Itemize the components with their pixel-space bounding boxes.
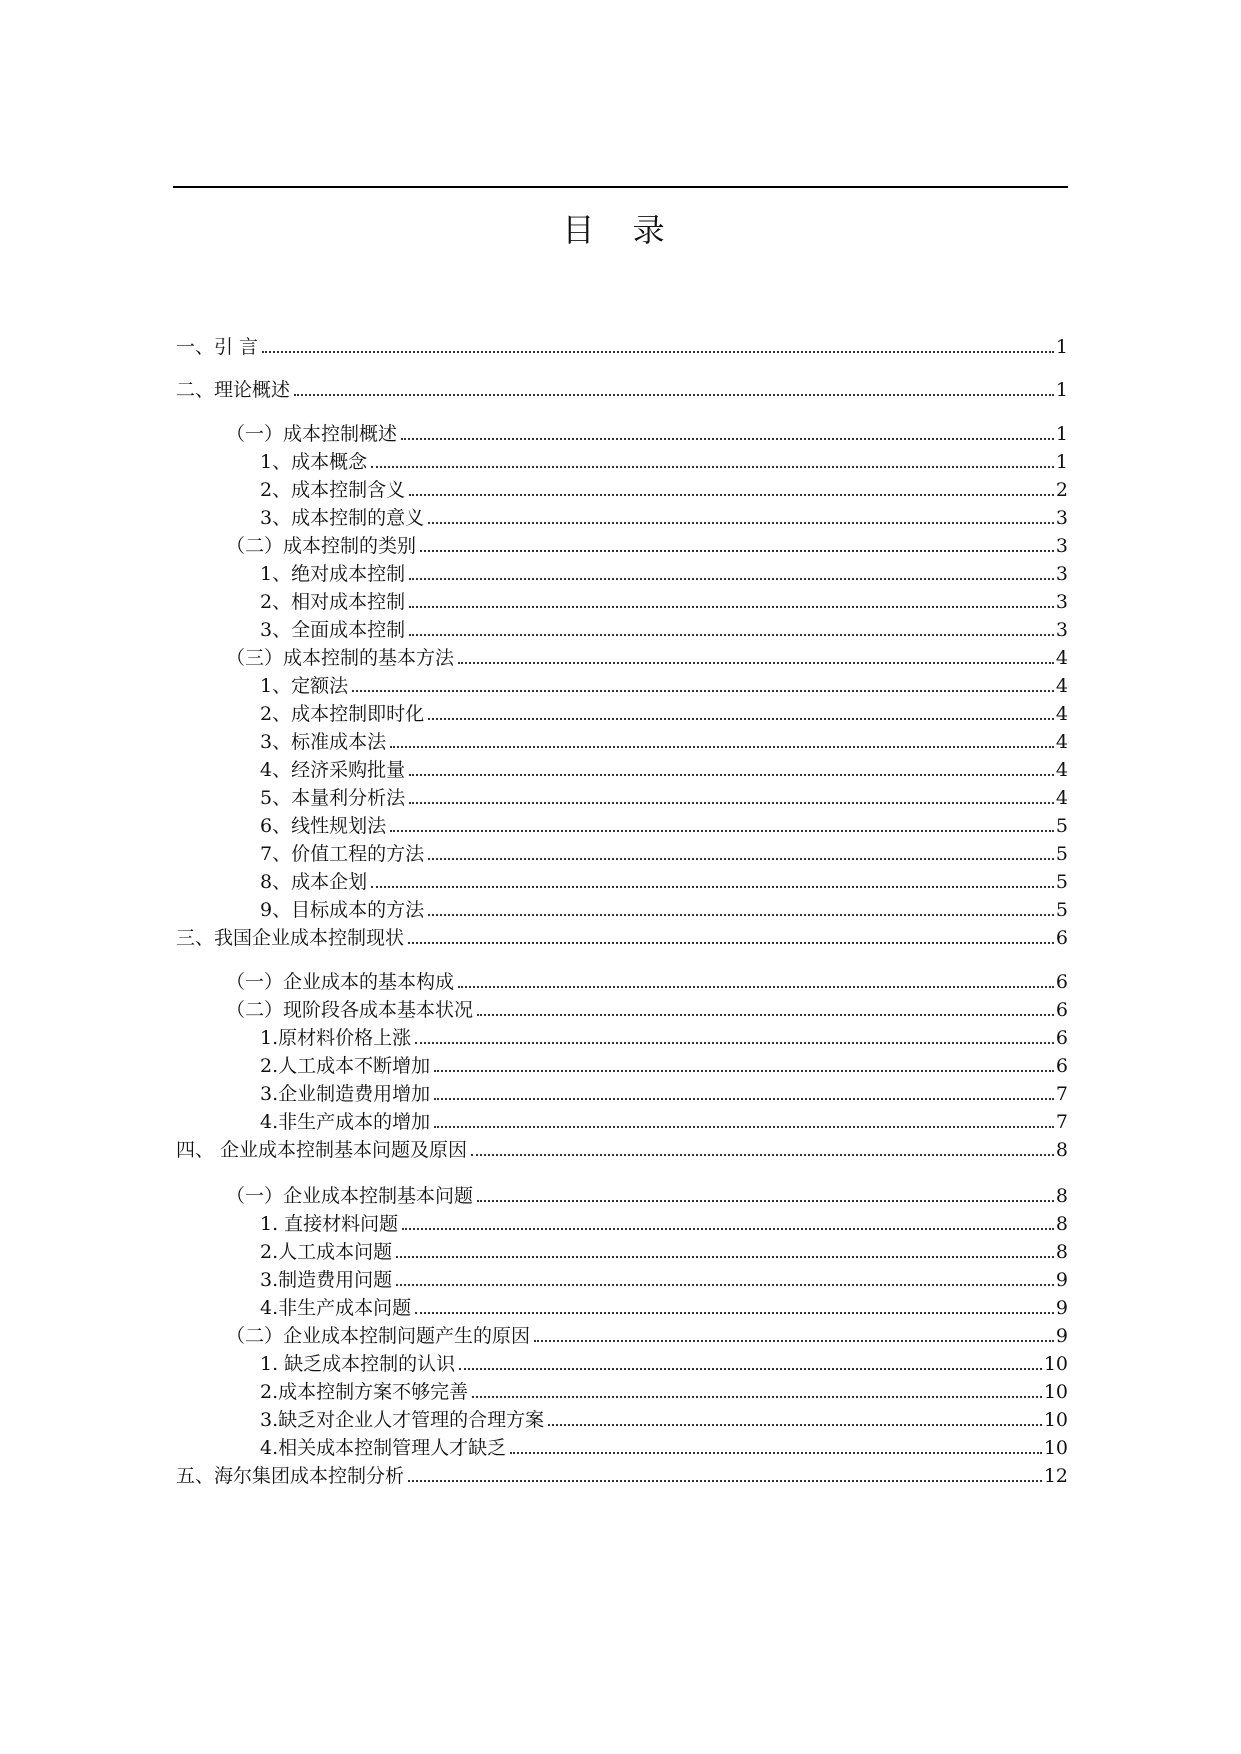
toc-leader-dots — [409, 774, 1054, 776]
toc-entry-label: 7、价值工程的方法 — [260, 843, 425, 865]
toc-leader-dots — [420, 550, 1054, 552]
toc-page-number: 6 — [1055, 999, 1068, 1021]
toc-entry-label: 5、本量利分析法 — [260, 787, 406, 809]
toc-leader-dots — [396, 1284, 1054, 1286]
toc-entry[interactable] — [260, 1081, 1068, 1107]
toc-entry[interactable] — [260, 701, 1068, 727]
toc-page-number: 8 — [1055, 1213, 1068, 1235]
toc-page-number: 7 — [1055, 1111, 1068, 1133]
toc-entry-label: 1.原材料价格上涨 — [260, 1027, 412, 1049]
toc-entry-label: 五、海尔集团成本控制分析 — [176, 1465, 405, 1487]
toc-entry[interactable] — [226, 969, 1068, 995]
toc-leader-dots — [294, 394, 1054, 396]
toc-leader-dots — [409, 634, 1054, 636]
toc-page-number: 1 — [1055, 423, 1068, 445]
toc-page-number: 4 — [1055, 703, 1068, 725]
toc-page-number: 5 — [1055, 815, 1068, 837]
toc-leader-dots — [428, 858, 1054, 860]
toc-entry-label: 1、绝对成本控制 — [260, 563, 406, 585]
toc-leader-dots — [458, 662, 1054, 664]
toc-leader-dots — [371, 886, 1054, 888]
toc-entry[interactable] — [260, 1435, 1068, 1461]
toc-page-number: 5 — [1055, 871, 1068, 893]
page-title: 目 录 — [562, 211, 679, 249]
toc-entry-label: 4.非生产成本的增加 — [260, 1111, 431, 1133]
toc-leader-dots — [477, 1200, 1054, 1202]
toc-leader-dots — [459, 1368, 1042, 1370]
toc-page-number: 3 — [1055, 563, 1068, 585]
toc-entry[interactable] — [176, 925, 1068, 951]
toc-page-number: 6 — [1055, 927, 1068, 949]
toc-page-number: 10 — [1043, 1353, 1068, 1375]
toc-entry[interactable] — [260, 869, 1068, 895]
toc-entry-label: 8、成本企划 — [260, 871, 368, 893]
toc-entry[interactable] — [260, 1379, 1068, 1405]
toc-page-number: 2 — [1055, 479, 1068, 501]
toc-entry[interactable] — [260, 449, 1068, 475]
toc-entry-label: 1. 缺乏成本控制的认识 — [260, 1353, 456, 1375]
toc-entry[interactable] — [176, 334, 1068, 360]
toc-page-number: 1 — [1055, 451, 1068, 473]
toc-page-number: 3 — [1055, 507, 1068, 529]
toc-entry[interactable] — [226, 421, 1068, 447]
toc-entry[interactable] — [260, 505, 1068, 531]
toc-entry-label: 2.人工成本不断增加 — [260, 1055, 431, 1077]
toc-page-number: 10 — [1043, 1381, 1068, 1403]
toc-leader-dots — [409, 578, 1054, 580]
toc-leader-dots — [415, 1042, 1054, 1044]
toc-entry-label: 2、成本控制含义 — [260, 479, 406, 501]
toc-leader-dots — [458, 986, 1054, 988]
toc-leader-dots — [390, 830, 1054, 832]
toc-page-number: 6 — [1055, 971, 1068, 993]
toc-page-number: 6 — [1055, 1055, 1068, 1077]
toc-entry[interactable] — [260, 1295, 1068, 1321]
toc-entry[interactable] — [260, 561, 1068, 587]
toc-entry-label: 4.非生产成本问题 — [260, 1297, 412, 1319]
toc-leader-dots — [262, 351, 1054, 353]
toc-entry[interactable] — [176, 377, 1068, 403]
toc-leader-dots — [472, 1396, 1042, 1398]
toc-page-number: 3 — [1055, 535, 1068, 557]
toc-entry[interactable] — [260, 1109, 1068, 1135]
toc-page-number: 3 — [1055, 591, 1068, 613]
toc-page-number: 7 — [1055, 1083, 1068, 1105]
toc-leader-dots — [371, 466, 1054, 468]
toc-entry-label: 6、线性规划法 — [260, 815, 387, 837]
toc-page-number: 6 — [1055, 1027, 1068, 1049]
toc-entry-label: 四、 企业成本控制基本问题及原因 — [176, 1139, 468, 1161]
toc-entry[interactable] — [176, 1137, 1068, 1163]
toc-leader-dots — [409, 606, 1054, 608]
toc-leader-dots — [428, 914, 1054, 916]
toc-entry-label: （一）企业成本控制基本问题 — [226, 1185, 474, 1207]
toc-entry[interactable] — [260, 1267, 1068, 1293]
toc-page-number: 8 — [1055, 1185, 1068, 1207]
toc-entry[interactable] — [260, 1239, 1068, 1265]
toc-leader-dots — [408, 942, 1054, 944]
toc-entry[interactable] — [260, 841, 1068, 867]
toc-entry-label: 一、引 言 — [176, 336, 259, 358]
toc-leader-dots — [401, 438, 1054, 440]
toc-entry-label: 4、经济采购批量 — [260, 759, 406, 781]
toc-leader-dots — [477, 1014, 1054, 1016]
toc-page-number: 5 — [1055, 899, 1068, 921]
toc-entry-label: 1. 直接材料问题 — [260, 1213, 399, 1235]
toc-entry[interactable] — [226, 1323, 1068, 1349]
toc-page-number: 9 — [1055, 1325, 1068, 1347]
toc-entry-label: 2.人工成本问题 — [260, 1241, 393, 1263]
toc-entry-label: （二）企业成本控制问题产生的原因 — [226, 1325, 531, 1347]
toc-entry-label: 4.相关成本控制管理人才缺乏 — [260, 1437, 507, 1459]
toc-entry[interactable] — [260, 757, 1068, 783]
toc-page-number: 3 — [1055, 619, 1068, 641]
toc-entry-label: 9、目标成本的方法 — [260, 899, 425, 921]
toc-leader-dots — [428, 718, 1054, 720]
toc-entry-label: （三）成本控制的基本方法 — [226, 647, 455, 669]
header-rule — [173, 186, 1068, 188]
toc-entry-label: （一）企业成本的基本构成 — [226, 971, 455, 993]
toc-entry[interactable] — [260, 589, 1068, 615]
toc-page-number: 12 — [1043, 1465, 1068, 1487]
toc-entry-label: 3、成本控制的意义 — [260, 507, 425, 529]
toc-page-number: 9 — [1055, 1269, 1068, 1291]
toc-page-number: 4 — [1055, 787, 1068, 809]
toc-page-number: 4 — [1055, 759, 1068, 781]
toc-entry-label: 3、全面成本控制 — [260, 619, 406, 641]
toc-leader-dots — [534, 1340, 1054, 1342]
toc-leader-dots — [434, 1126, 1054, 1128]
toc-page-number: 4 — [1055, 647, 1068, 669]
toc-page-number: 8 — [1055, 1139, 1068, 1161]
toc-entry[interactable] — [260, 1407, 1068, 1433]
toc-page-number: 1 — [1055, 336, 1068, 358]
toc-entry-label: （二）现阶段各成本基本状况 — [226, 999, 474, 1021]
toc-leader-dots — [352, 690, 1054, 692]
toc-entry-label: 三、我国企业成本控制现状 — [176, 927, 405, 949]
toc-leader-dots — [434, 1098, 1054, 1100]
toc-entry-label: 2、相对成本控制 — [260, 591, 406, 613]
toc-entry[interactable] — [226, 997, 1068, 1023]
toc-leader-dots — [402, 1228, 1054, 1230]
toc-entry[interactable] — [260, 1025, 1068, 1051]
toc-page-number: 10 — [1043, 1437, 1068, 1459]
toc-entry[interactable] — [260, 1211, 1068, 1237]
toc-page-number: 10 — [1043, 1409, 1068, 1431]
toc-leader-dots — [471, 1154, 1054, 1156]
toc-leader-dots — [548, 1424, 1042, 1426]
toc-page-number: 4 — [1055, 731, 1068, 753]
toc-entry-label: 2.成本控制方案不够完善 — [260, 1381, 469, 1403]
toc-entry-label: （二）成本控制的类别 — [226, 535, 417, 557]
toc-page-number: 4 — [1055, 675, 1068, 697]
toc-leader-dots — [415, 1312, 1054, 1314]
toc-entry[interactable] — [260, 1053, 1068, 1079]
toc-entry[interactable] — [226, 533, 1068, 559]
toc-leader-dots — [409, 494, 1054, 496]
toc-leader-dots — [408, 1480, 1042, 1482]
toc-page-number: 1 — [1055, 379, 1068, 401]
toc-leader-dots — [409, 802, 1054, 804]
toc-page-number: 9 — [1055, 1297, 1068, 1319]
toc-entry[interactable] — [260, 477, 1068, 503]
toc-entry[interactable] — [260, 673, 1068, 699]
toc-leader-dots — [428, 522, 1054, 524]
toc-entry-label: 1、定额法 — [260, 675, 349, 697]
toc-entry-label: 3、标准成本法 — [260, 731, 387, 753]
toc-entry-label: 2、成本控制即时化 — [260, 703, 425, 725]
toc-entry[interactable] — [226, 645, 1068, 671]
toc-page-number: 8 — [1055, 1241, 1068, 1263]
toc-entry-label: （一）成本控制概述 — [226, 423, 398, 445]
toc-entry-label: 1、成本概念 — [260, 451, 368, 473]
toc-leader-dots — [396, 1256, 1054, 1258]
toc-entry[interactable] — [226, 1183, 1068, 1209]
toc-leader-dots — [510, 1452, 1042, 1454]
toc-entry-label: 二、理论概述 — [176, 379, 291, 401]
toc-entry[interactable] — [176, 1463, 1068, 1489]
toc-entry-label: 3.缺乏对企业人才管理的合理方案 — [260, 1409, 545, 1431]
toc-entry-label: 3.制造费用问题 — [260, 1269, 393, 1291]
toc-entry[interactable] — [260, 729, 1068, 755]
toc-leader-dots — [390, 746, 1054, 748]
toc-entry[interactable] — [260, 813, 1068, 839]
toc-entry[interactable] — [260, 785, 1068, 811]
toc-entry[interactable] — [260, 617, 1068, 643]
toc-page-number: 5 — [1055, 843, 1068, 865]
toc-entry[interactable] — [260, 897, 1068, 923]
toc-entry-label: 3.企业制造费用增加 — [260, 1083, 431, 1105]
toc-leader-dots — [434, 1070, 1054, 1072]
toc-entry[interactable] — [260, 1351, 1068, 1377]
